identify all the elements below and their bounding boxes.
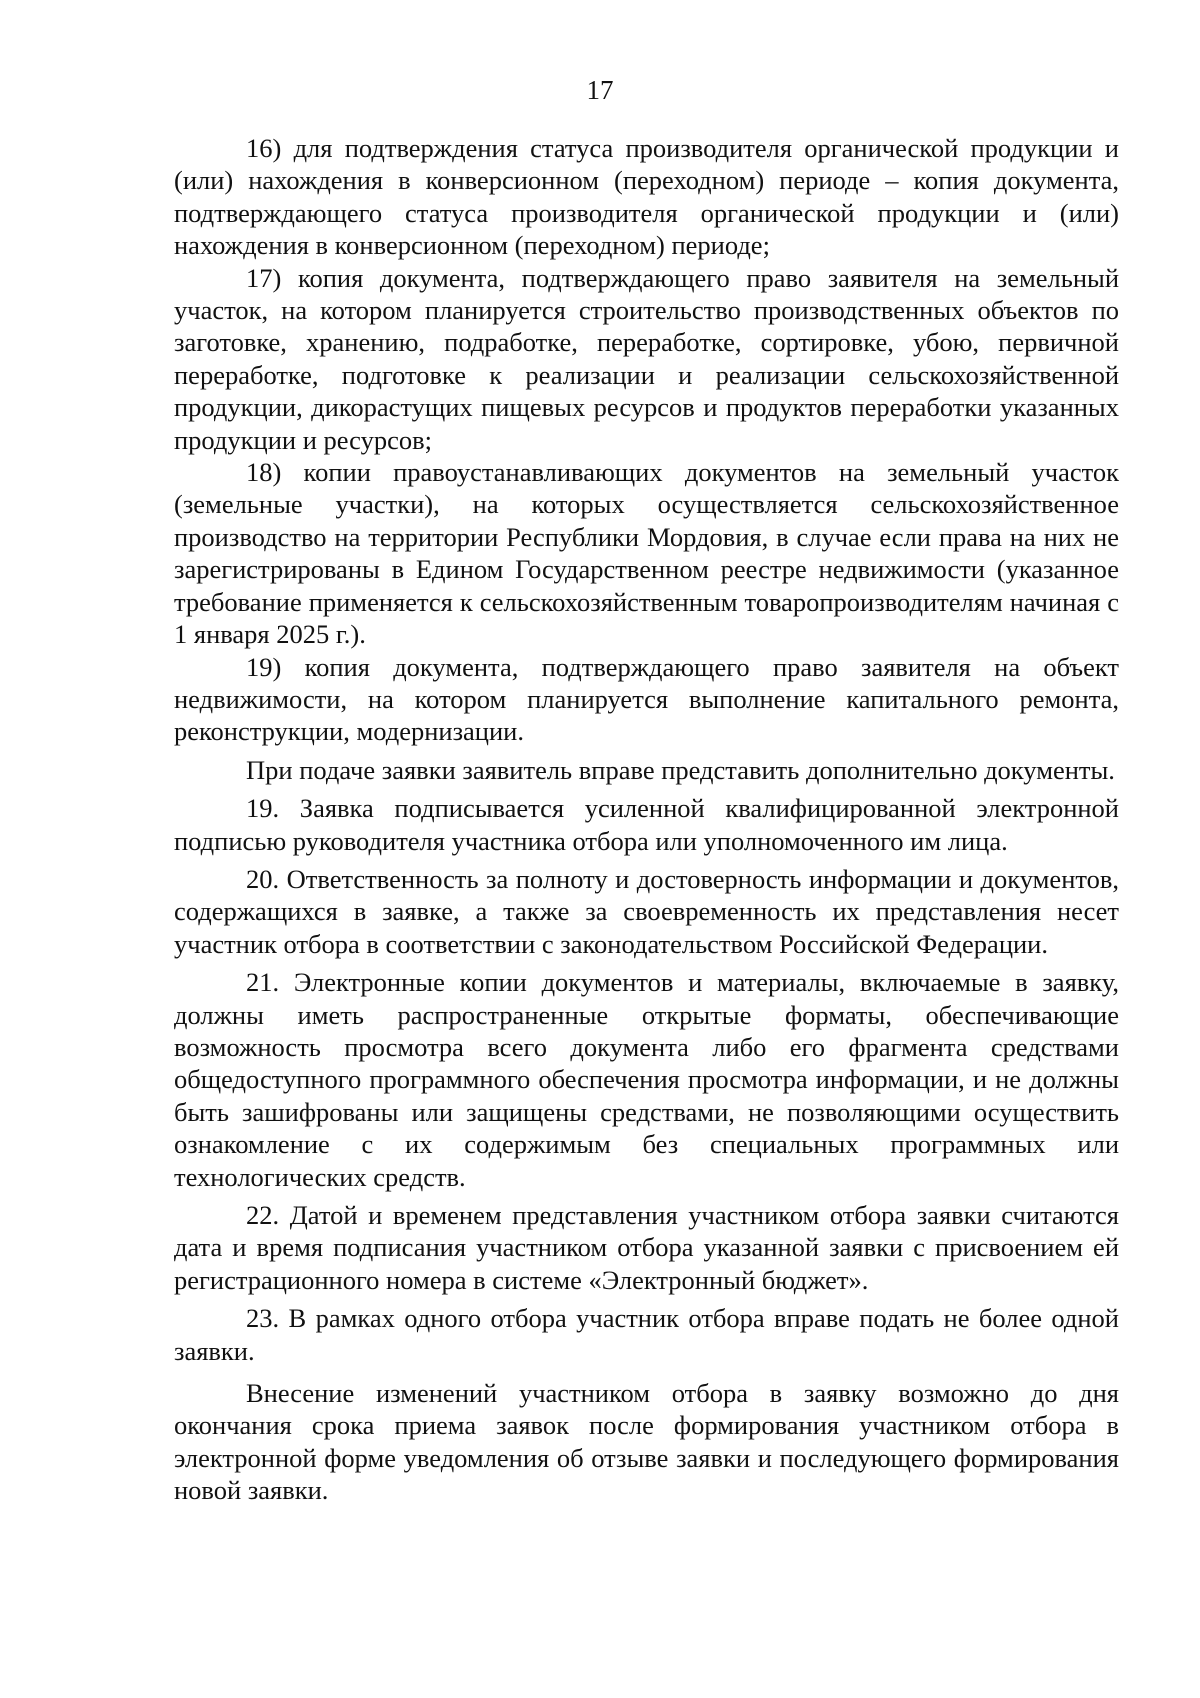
paragraph-item-19: 19) копия документа, подтверждающего право заявителя на объект недвижимости, на котором планируется выполнение капитального ремонта, реконструкции, модернизации. — [174, 651, 1119, 747]
paragraph-amendments: Внесение изменений участником отбора в заявку возможно до дня окончания срока приема заявок после формирования участником отбора в электронной форме уведомления об отзыве заявки и последующего формирования новой заявки. — [174, 1378, 1119, 1506]
paragraph-clause-19: 19. Заявка подписывается усиленной квалифицированной электронной подписью руководителя участника отбора или уполномоченного им лица. — [174, 793, 1119, 856]
document-body — [174, 132, 1119, 1507]
paragraph-clause-21: 21. Электронные копии документов и материалы, включаемые в заявку, должны иметь распространенные открытые форматы, обеспечивающие возможность просмотра всего документа либо его фрагмента средствами общедоступного программного обеспечения просмотра информации, и не должны быть зашифрованы или защищены средствами, не позволяющими осуществить ознакомление с их содержимым без специальных программных или технологических средств. — [174, 967, 1119, 1192]
paragraph-item-17: 17) копия документа, подтверждающего право заявителя на земельный участок, на котором планируется строительство производственных объектов по заготовке, хранению, подработке, переработке, сортировке, убою, первичной переработке, подготовке к реализации и реализации сельскохозяйственной продукции, дикорастущих пищевых ресурсов и продуктов переработки указанных продукции и ресурсов; — [174, 262, 1119, 455]
paragraph-clause-20: 20. Ответственность за полноту и достоверность информации и документов, содержащихся в заявке, а также за своевременность их представления несет участник отбора в соответствии с законодательством Российской Федерации. — [174, 863, 1119, 959]
paragraph-clause-22: 22. Датой и временем представления участником отбора заявки считаются дата и время подписания участником отбора указанной заявки с присвоением ей регистрационного номера в системе «Электронный бюджет». — [174, 1200, 1119, 1295]
paragraph-item-16: 16) для подтверждения статуса производителя органической продукции и (или) нахождения в конверсионном (переходном) периоде – копия документа, подтверждающего статуса производителя органической продукции и (или) нахождения в конверсионном (переходном) периоде; — [174, 133, 1119, 261]
page-number: 17 — [586, 75, 614, 105]
paragraph-item-18: 18) копии правоустанавливающих документов на земельный участок (земельные участки), на которых осуществляется сельскохозяйственное производство на территории Республики Мордовия, в случае если права на них не зарегистрированы в Едином Государственном реестре недвижимости (указанное требование применяется к сельскохозяйственным товаропроизводителям начиная с 1 января 2025 г.). — [174, 457, 1119, 650]
paragraph-clause-23: 23. В рамках одного отбора участник отбора вправе подать не более одной заявки. — [174, 1303, 1119, 1366]
paragraph-additional-documents: При подаче заявки заявитель вправе представить дополнительно документы. — [246, 754, 1115, 785]
